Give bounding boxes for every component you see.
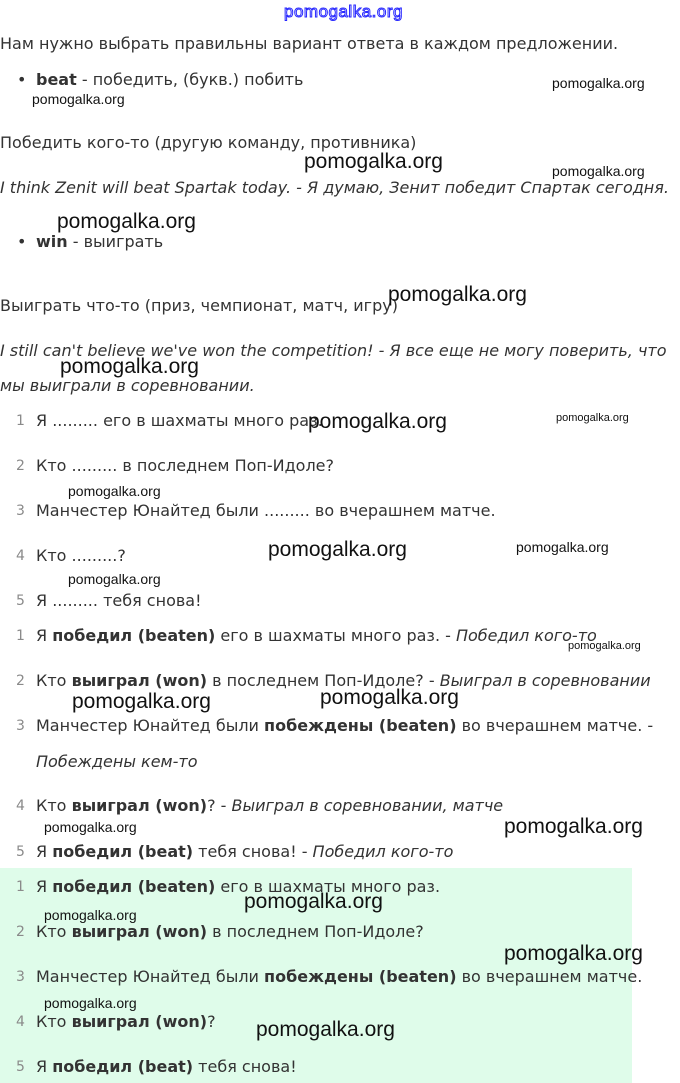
example-text: I think Zenit will beat Spartak today. - Я думаю, Зенит победит Спартак сегодня. xyxy=(0,178,669,197)
watermark: pomogalka.org xyxy=(552,75,645,91)
list-number: 5 xyxy=(16,844,25,860)
explained-item: Кто выиграл (won)? - Выиграл в соревновании, матче xyxy=(36,796,504,815)
list-number: 3 xyxy=(16,718,25,734)
header-watermark: pomogalka.org xyxy=(284,2,403,21)
watermark: pomogalka.org xyxy=(60,355,199,378)
list-number: 1 xyxy=(16,413,25,429)
vocab-item-beat xyxy=(36,70,303,89)
watermark: pomogalka.org xyxy=(44,995,137,1011)
vocab-item-win xyxy=(36,232,163,251)
exercise-item: Манчестер Юнайтед были ......... во вчерашнем матче. xyxy=(36,501,496,520)
watermark: pomogalka.org xyxy=(308,410,447,433)
list-number: 2 xyxy=(16,458,25,474)
answer-item: Я победил (beat) тебя снова! xyxy=(36,1057,297,1076)
intro-text: Нам нужно выбрать правильны вариант ответа в каждом предложении. xyxy=(0,34,619,53)
usage-text: Выиграть что-то (приз, чемпионат, матч, игру) xyxy=(0,296,398,315)
watermark: pomogalka.org xyxy=(72,690,211,713)
list-number: 1 xyxy=(16,879,25,895)
watermark: pomogalka.org xyxy=(504,815,643,838)
bullet: • xyxy=(17,70,27,89)
watermark: pomogalka.org xyxy=(268,538,407,561)
list-number: 2 xyxy=(16,673,25,689)
watermark: pomogalka.org xyxy=(556,412,629,424)
explained-item: Я победил (beat) тебя снова! - Победил кого-то xyxy=(36,842,454,861)
watermark: pomogalka.org xyxy=(68,483,161,499)
list-number: 3 xyxy=(16,969,25,985)
exercise-item: Я ......... его в шахматы много раз. xyxy=(36,411,323,430)
watermark: pomogalka.org xyxy=(32,91,125,107)
vocab-meaning: - выиграть xyxy=(67,232,164,251)
answer-item: Кто выиграл (won) в последнем Поп-Идоле? xyxy=(36,922,424,941)
watermark: pomogalka.org xyxy=(68,571,161,587)
explained-note: Побеждены кем-то xyxy=(36,752,198,771)
list-number: 2 xyxy=(16,924,25,940)
watermark: pomogalka.org xyxy=(244,890,383,913)
answer-item: Манчестер Юнайтед были побеждены (beaten) во вчерашнем матче. xyxy=(36,967,643,986)
explained-item: Манчестер Юнайтед были побеждены (beaten) во вчерашнем матче. - xyxy=(36,716,654,735)
watermark: pomogalka.org xyxy=(304,150,443,173)
watermark: pomogalka.org xyxy=(516,539,609,555)
list-number: 4 xyxy=(16,1014,25,1030)
watermark: pomogalka.org xyxy=(388,283,527,306)
answer-item: Я победил (beaten) его в шахматы много раз. xyxy=(36,877,441,896)
list-number: 3 xyxy=(16,503,25,519)
explained-item: Кто выиграл (won) в последнем Поп-Идоле? - Выиграл в соревновании xyxy=(36,671,651,690)
watermark: pomogalka.org xyxy=(320,686,459,709)
list-number: 4 xyxy=(16,548,25,564)
watermark: pomogalka.org xyxy=(552,163,645,179)
watermark: pomogalka.org xyxy=(568,640,641,652)
explained-item: Я победил (beaten) его в шахматы много раз. - Победил кого-то xyxy=(36,626,597,645)
answer-item: Кто выиграл (won)? xyxy=(36,1012,216,1031)
list-number: 1 xyxy=(16,628,25,644)
watermark: pomogalka.org xyxy=(44,907,137,923)
vocab-meaning: - победить, (букв.) побить xyxy=(76,70,304,89)
example-text: I still can't believe we've won the competition! - Я все еще не могу поверить, что xyxy=(0,341,667,360)
bullet: • xyxy=(17,232,27,251)
exercise-item: Кто .........? xyxy=(36,546,126,565)
watermark: pomogalka.org xyxy=(256,1018,395,1041)
list-number: 5 xyxy=(16,593,25,609)
vocab-word: beat xyxy=(36,70,77,89)
vocab-word: win xyxy=(36,232,68,251)
watermark: pomogalka.org xyxy=(44,819,137,835)
list-number: 4 xyxy=(16,798,25,814)
exercise-item: Я ......... тебя снова! xyxy=(36,591,202,610)
usage-text: Победить кого-то (другую команду, противника) xyxy=(0,133,417,152)
watermark: pomogalka.org xyxy=(57,210,196,233)
example-text-continued: мы выиграли в соревновании. xyxy=(0,376,255,395)
watermark: pomogalka.org xyxy=(504,942,643,965)
exercise-item: Кто ......... в последнем Поп-Идоле? xyxy=(36,456,335,475)
list-number: 5 xyxy=(16,1059,25,1075)
